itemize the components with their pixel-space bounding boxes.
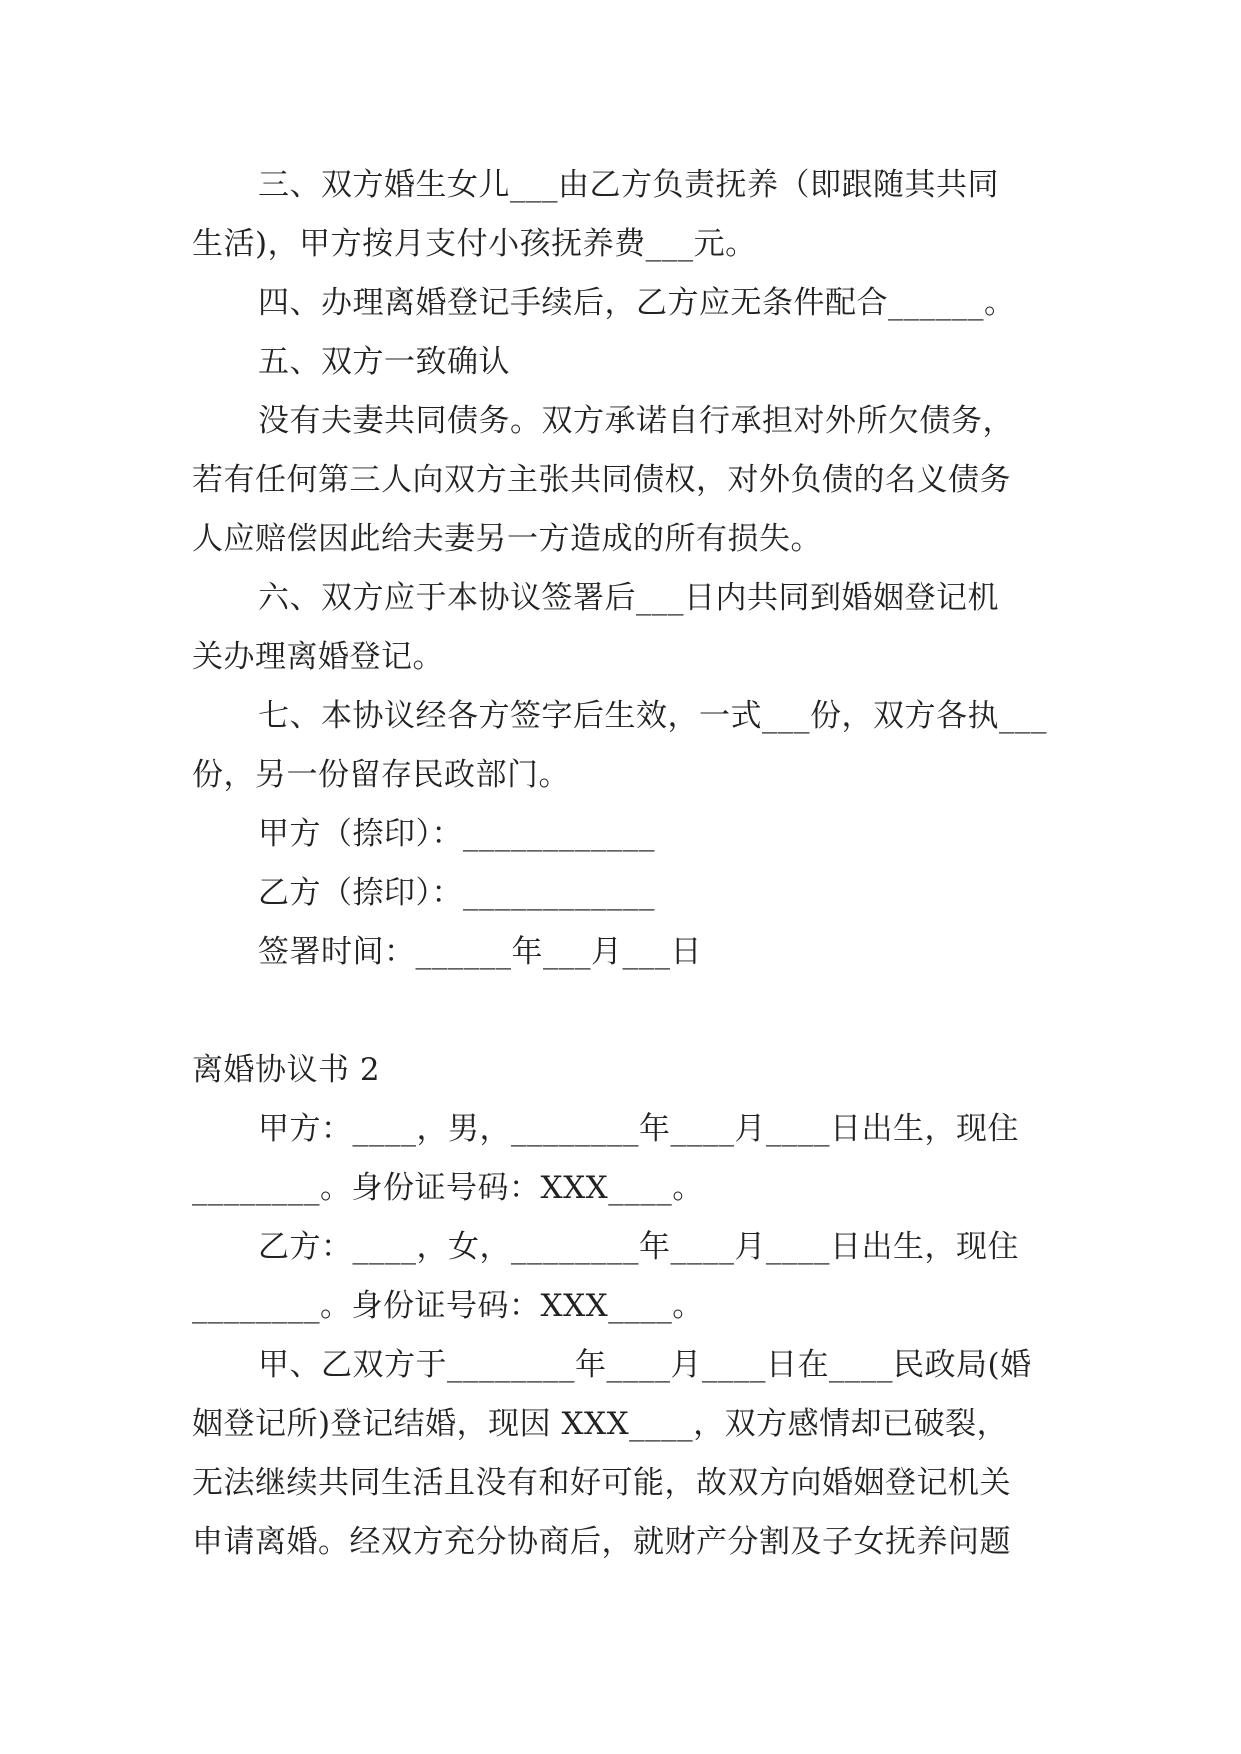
- marriage-paragraph-line-4: 申请离婚。经双方充分协商后，就财产分割及子女抚养问题: [192, 1524, 1011, 1560]
- signing-date: 签署时间：______年___月___日: [258, 934, 702, 970]
- clause-5-heading: 五、双方一致确认: [258, 344, 510, 380]
- marriage-paragraph-line-2: 姻登记所)登记结婚，现因 XXX____，双方感情却已破裂，: [192, 1406, 1009, 1442]
- party-b-signature: 乙方（捺印）：____________: [258, 875, 655, 911]
- section-title: 离婚协议书 2: [192, 1052, 381, 1088]
- clause-5-line-1: 没有夫妻共同债务。双方承诺自行承担对外所欠债务，: [258, 403, 1014, 439]
- clause-5-line-3: 人应赔偿因此给夫妻另一方造成的所有损失。: [192, 521, 822, 557]
- clause-6-line-2: 关办理离婚登记。: [192, 639, 444, 675]
- marriage-paragraph-line-3: 无法继续共同生活且没有和好可能，故双方向婚姻登记机关: [192, 1465, 1011, 1501]
- clause-5-line-2: 若有任何第三人向双方主张共同债权，对外负债的名义债务: [192, 462, 1011, 498]
- party-b-line-1: 乙方：____，女，________年____月____日出生，现住: [258, 1229, 1019, 1265]
- clause-3-line-2: 生活)，甲方按月支付小孩抚养费___元。: [192, 226, 757, 262]
- clause-7-line-1: 七、本协议经各方签字后生效，一式___份，双方各执___: [258, 698, 1047, 734]
- party-a-signature: 甲方（捺印）：____________: [258, 816, 655, 852]
- clause-4-line: 四、办理离婚登记手续后，乙方应无条件配合______。: [258, 285, 1016, 321]
- clause-3-line-1: 三、双方婚生女儿___由乙方负责抚养（即跟随其共同: [258, 167, 999, 203]
- party-b-line-2: ________。身份证号码：XXX____。: [192, 1288, 704, 1324]
- clause-6-line-1: 六、双方应于本协议签署后___日内共同到婚姻登记机: [258, 580, 999, 616]
- clause-7-line-2: 份，另一份留存民政部门。: [192, 757, 570, 793]
- party-a-line-1: 甲方：____，男，________年____月____日出生，现住: [258, 1111, 1019, 1147]
- marriage-paragraph-line-1: 甲、乙双方于________年____月____日在____民政局(婚: [258, 1347, 1032, 1383]
- party-a-line-2: ________。身份证号码：XXX____。: [192, 1170, 704, 1206]
